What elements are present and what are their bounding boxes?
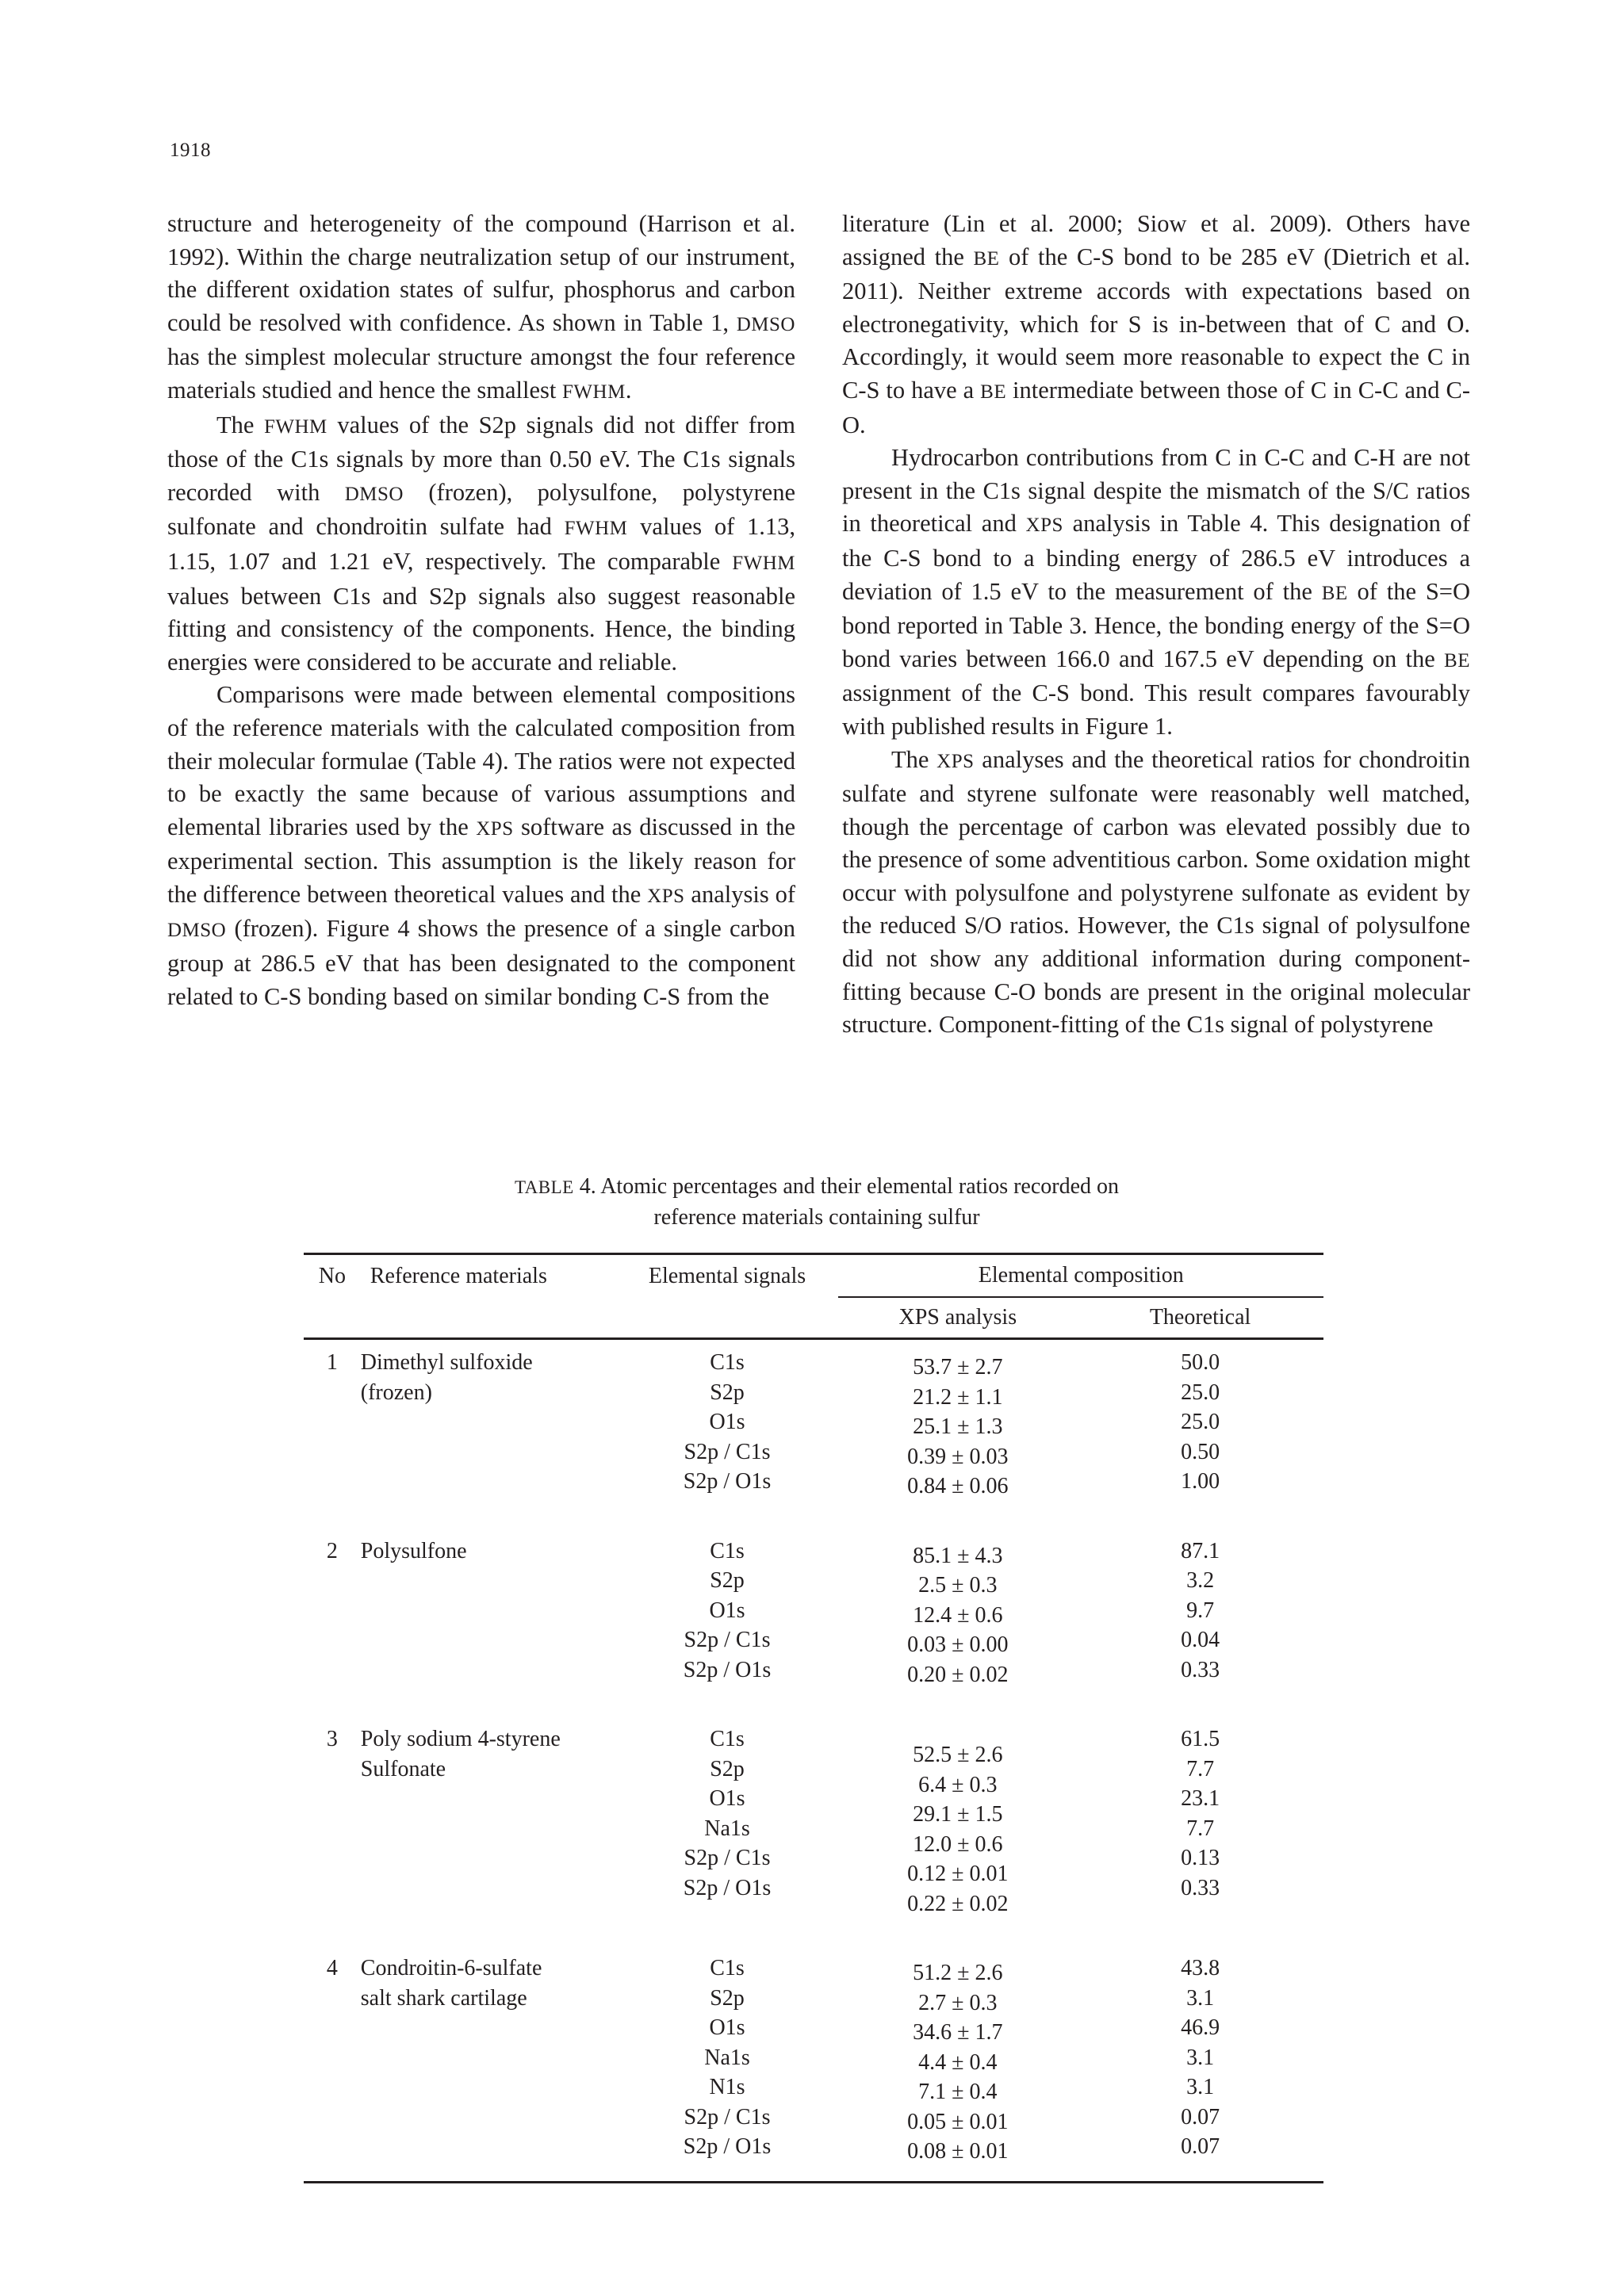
xps-value: 2.5 ± 0.3 xyxy=(918,1573,998,1598)
abbreviation: BE xyxy=(980,381,1007,403)
caption-title: 4. Atomic percentages and their elemental ratios recorded on xyxy=(573,1174,1120,1199)
text-run: software as discussed in the experimental section. This assumption is the likely reason for the difference between theoretical values and the xyxy=(167,813,795,908)
abbreviation: XPS xyxy=(647,885,685,907)
table-row xyxy=(304,1502,1323,1690)
theoretical-value: 43.8 xyxy=(1181,1956,1220,1980)
xps-value: 0.84 ± 0.06 xyxy=(907,1474,1009,1498)
table-body xyxy=(304,1339,1323,2183)
row-number: 4 xyxy=(326,1956,338,1980)
elemental-signal: S2p xyxy=(710,1756,745,1781)
theoretical-value: 3.2 xyxy=(1186,1568,1215,1593)
xps-value: 0.08 ± 0.01 xyxy=(907,2139,1009,2164)
theoretical-value: 46.9 xyxy=(1181,2015,1220,2040)
xps-value: 29.1 ± 1.5 xyxy=(913,1802,1003,1827)
elemental-signal: O1s xyxy=(709,1410,745,1434)
elemental-signal: S2p / O1s xyxy=(683,1469,772,1494)
row-number: 2 xyxy=(326,1538,338,1563)
xps-value: 53.7 ± 2.7 xyxy=(913,1355,1003,1380)
theoretical-value: 0.33 xyxy=(1181,1657,1220,1682)
elemental-signal: O1s xyxy=(709,1786,745,1811)
paragraph xyxy=(842,442,1470,743)
paragraph xyxy=(842,208,1470,442)
elemental-signal: S2p xyxy=(710,1568,745,1593)
table-header-row xyxy=(304,1254,1323,1298)
abbreviation: FWHM xyxy=(732,552,795,574)
text-run: values between C1s and S2p signals also suggest reasonable fitting and consistency of the components. Hence, the binding energies were considered to be accurate and reliable. xyxy=(167,582,795,675)
elemental-signal-cell xyxy=(616,1689,839,1919)
text-run: of the S=O bond reported in Table 3. Hence, the bonding energy of the S=O bond varies between 166.0 and 167.5 eV depending on the xyxy=(842,577,1471,672)
reference-name-line: Dimethyl sulfoxide xyxy=(360,1350,533,1375)
text-run: Comparisons were made between elemental compositions of the reference materials with the calculated composition from their molecular formulae (Table 4). The ratios were not expected to be exactly the same because of various assumptions and elemental libraries used by the xyxy=(167,681,795,840)
xps-value: 12.0 ± 0.6 xyxy=(913,1831,1003,1857)
theoretical-value: 50.0 xyxy=(1181,1350,1220,1375)
abbreviation: FWHM xyxy=(564,518,628,540)
theoretical-value: 25.0 xyxy=(1181,1410,1220,1434)
xps-value: 2.7 ± 0.3 xyxy=(918,1990,998,2015)
abbreviation: DMSO xyxy=(736,313,795,335)
header-theoretical: Theoretical xyxy=(1149,1305,1251,1330)
theoretical-value: 23.1 xyxy=(1181,1786,1220,1811)
reference-name-line: (frozen) xyxy=(360,1380,432,1405)
xps-value: 7.1 ± 0.4 xyxy=(918,2080,998,2104)
theoretical-value: 0.07 xyxy=(1181,2104,1220,2130)
elemental-signal-cell xyxy=(616,1502,839,1690)
abbreviation: BE xyxy=(1444,649,1470,672)
xps-value-cell xyxy=(838,1919,1077,2167)
theoretical-value-cell xyxy=(1077,1339,1323,1502)
elemental-signal: C1s xyxy=(710,1727,745,1751)
xps-value: 52.5 ± 2.6 xyxy=(913,1743,1003,1767)
abbreviation: XPS xyxy=(1025,515,1063,537)
elemental-signal: N1s xyxy=(709,2075,745,2099)
elemental-signal: S2p / O1s xyxy=(683,1875,772,1900)
text-run: assignment of the C-S bond. This result compares favourably with published results in Figure 1. xyxy=(842,679,1470,740)
theoretical-value: 3.1 xyxy=(1186,1985,1215,2011)
reference-name-line: Polysulfone xyxy=(360,1538,467,1563)
reference-name-line: salt shark cartilage xyxy=(360,1985,527,2011)
xps-value-cell xyxy=(838,1502,1077,1690)
text-run: structure and heterogeneity of the compound (Harrison et al. 1992). Within the charge neutralization setup of our instrument, the different oxidation states of sulfur, phosphorus and carbon could be resolved with confidence. As shown in Table 1, xyxy=(167,210,795,336)
text-run: values of the S2p signals did not differ from those of the C1s signals by more than 0.50 eV. The C1s signals recorded with xyxy=(167,411,795,506)
elemental-signal: C1s xyxy=(710,1538,745,1563)
theoretical-value: 7.7 xyxy=(1186,1816,1215,1841)
caption-line-2: reference materials containing sulfur xyxy=(653,1205,980,1230)
theoretical-value: 1.00 xyxy=(1181,1469,1220,1494)
elemental-signal: C1s xyxy=(710,1956,745,1980)
row-number: 3 xyxy=(326,1727,338,1751)
text-run: The xyxy=(891,745,937,773)
elemental-signal: S2p / C1s xyxy=(684,2104,771,2130)
reference-name-line: Poly sodium 4-styrene xyxy=(360,1727,561,1751)
header-reference-materials: Reference materials xyxy=(370,1263,547,1288)
elemental-signal: C1s xyxy=(710,1350,745,1375)
paragraph xyxy=(842,744,1470,1042)
text-run: (frozen), polysulfone, polystyrene sulfonate and chondroitin sulfate had xyxy=(167,478,795,541)
text-run: analysis of xyxy=(684,880,796,908)
text-run: analyses and the theoretical ratios for chondroitin sulfate and styrene sulfonate were reasonably well matched, though the percentage of carbon was elevated possibly due to the presence of some adventitious carbon. Some oxidation might occur with polysulfone and polystyrene sulfonate as evident by the reduced S/O ratios. However, the C1s signal of polysulfone did not show any additional information during component-fitting because C-O bonds are present in the original molecular structure. Component-fitting of the C1s signal of polystyrene xyxy=(842,745,1471,1039)
abbreviation: BE xyxy=(1321,582,1348,604)
abbreviation: XPS xyxy=(936,750,975,772)
abbreviation: BE xyxy=(973,247,1000,270)
xps-value: 34.6 ± 1.7 xyxy=(913,2020,1003,2045)
theoretical-value: 3.1 xyxy=(1186,2045,1215,2070)
xps-value: 21.2 ± 1.1 xyxy=(913,1384,1003,1410)
xps-value: 0.39 ± 0.03 xyxy=(907,1444,1009,1469)
table-row xyxy=(304,1339,1323,1502)
caption-label: TABLE xyxy=(514,1177,574,1197)
xps-value-cell xyxy=(838,1339,1077,1502)
paragraph xyxy=(167,679,795,1013)
theoretical-value: 3.1 xyxy=(1186,2075,1215,2099)
abbreviation: DMSO xyxy=(167,920,227,942)
reference-name-line: Condroitin-6-sulfate xyxy=(360,1956,542,1980)
table-bottom-rule xyxy=(304,2167,1323,2183)
xps-value-cell xyxy=(838,1689,1077,1919)
header-elemental-signals: Elemental signals xyxy=(648,1263,806,1288)
xps-value: 6.4 ± 0.3 xyxy=(918,1772,998,1797)
text-run: intermediate between those of C in C-C and C-O. xyxy=(842,376,1470,438)
table-subheader-row xyxy=(304,1297,1323,1339)
xps-value: 51.2 ± 2.6 xyxy=(913,1961,1003,1985)
xps-value: 0.20 ± 0.02 xyxy=(907,1662,1009,1687)
page-number: 1918 xyxy=(170,140,211,161)
xps-value: 85.1 ± 4.3 xyxy=(913,1543,1003,1568)
elemental-signal-cell xyxy=(616,1339,839,1502)
reference-material xyxy=(361,1689,616,1919)
theoretical-value-cell xyxy=(1077,1919,1323,2167)
elemental-signal-cell xyxy=(616,1919,839,2167)
text-run: Hydrocarbon contributions from C in C-C and C-H are not present in the C1s signal despite the mismatch of the S/C ratios in theoretical and xyxy=(842,444,1470,538)
text-run: (frozen). Figure 4 shows the presence of a single carbon group at 286.5 eV that has been designated to the component related to C-S bonding based on similar bonding C-S from the xyxy=(167,915,795,1010)
text-run: of the C-S bond to be 285 eV (Dietrich et al. 2011). Neither extreme accords with expectations based on electronegativity, which for S is in-between that of C and O. Accordingly, it would seem more reasonable to expect the C in C-S to have a xyxy=(842,243,1470,404)
right-text-column xyxy=(842,208,1470,1042)
elemental-signal: O1s xyxy=(709,2015,745,2040)
theoretical-value: 0.13 xyxy=(1181,1846,1220,1870)
paragraph xyxy=(167,409,795,679)
elemental-signal: S2p / C1s xyxy=(684,1439,771,1464)
paragraph xyxy=(167,208,795,409)
text-run: literature (Lin et al. 2000; Siow et al. 2009). Others have assigned the xyxy=(842,210,1470,270)
elemental-signal: Na1s xyxy=(704,1816,750,1841)
xps-value: 0.22 ± 0.02 xyxy=(907,1891,1009,1916)
text-run: analysis in Table 4. This designation of the C-S bond to a binding energy of 286.5 eV introduces a deviation of 1.5 eV to the measurement of the xyxy=(842,510,1471,605)
text-run: has the simplest molecular structure amongst the four reference materials studied and hence the smallest xyxy=(167,343,795,404)
theoretical-value: 0.50 xyxy=(1181,1439,1220,1464)
xps-value: 0.03 ± 0.00 xyxy=(907,1632,1009,1657)
theoretical-value: 0.33 xyxy=(1181,1875,1220,1900)
xps-value: 12.4 ± 0.6 xyxy=(913,1602,1003,1628)
theoretical-value: 0.04 xyxy=(1181,1628,1220,1652)
reference-material xyxy=(361,1502,616,1690)
xps-value: 0.12 ± 0.01 xyxy=(907,1862,1009,1886)
xps-value: 4.4 ± 0.4 xyxy=(918,2049,998,2075)
elemental-signal: S2p / C1s xyxy=(684,1846,771,1870)
theoretical-value: 0.07 xyxy=(1181,2134,1220,2159)
theoretical-value: 61.5 xyxy=(1181,1727,1220,1751)
abbreviation: FWHM xyxy=(562,381,626,403)
xps-value: 0.05 ± 0.01 xyxy=(907,2109,1009,2134)
header-elemental-composition: Elemental composition xyxy=(838,1254,1323,1298)
xps-value: 25.1 ± 1.3 xyxy=(913,1414,1003,1439)
elemental-signal: O1s xyxy=(709,1598,745,1623)
theoretical-value: 7.7 xyxy=(1186,1756,1215,1781)
reference-material xyxy=(361,1919,616,2167)
theoretical-value: 25.0 xyxy=(1181,1380,1220,1405)
theoretical-value-cell xyxy=(1077,1502,1323,1690)
theoretical-value: 87.1 xyxy=(1181,1538,1220,1563)
header-no: No xyxy=(318,1263,346,1288)
table-row xyxy=(304,1919,1323,2167)
elemental-signal: S2p / O1s xyxy=(683,2134,772,2159)
theoretical-value: 9.7 xyxy=(1186,1598,1215,1623)
reference-name-line: Sulfonate xyxy=(360,1756,446,1781)
composition-table xyxy=(304,1253,1323,2183)
abbreviation: XPS xyxy=(476,817,514,840)
elemental-signal: S2p xyxy=(710,1985,745,2011)
left-text-column xyxy=(167,208,795,1013)
caption-line-1 xyxy=(301,1172,1332,1203)
table-row xyxy=(304,1689,1323,1919)
header-xps-analysis: XPS analysis xyxy=(898,1305,1017,1330)
elemental-signal: S2p / O1s xyxy=(683,1657,772,1682)
theoretical-value-cell xyxy=(1077,1689,1323,1919)
table-caption xyxy=(301,1172,1332,1233)
text-run: . xyxy=(625,376,632,404)
abbreviation: DMSO xyxy=(344,483,404,505)
elemental-signal: S2p / C1s xyxy=(684,1628,771,1652)
abbreviation: FWHM xyxy=(263,415,327,438)
elemental-signal: Na1s xyxy=(704,2045,750,2070)
text-run: The xyxy=(216,411,264,438)
row-number: 1 xyxy=(326,1350,338,1375)
reference-material xyxy=(361,1339,616,1502)
elemental-signal: S2p xyxy=(710,1380,745,1405)
text-run: values of 1.13, 1.15, 1.07 and 1.21 eV, respectively. The comparable xyxy=(167,513,795,575)
